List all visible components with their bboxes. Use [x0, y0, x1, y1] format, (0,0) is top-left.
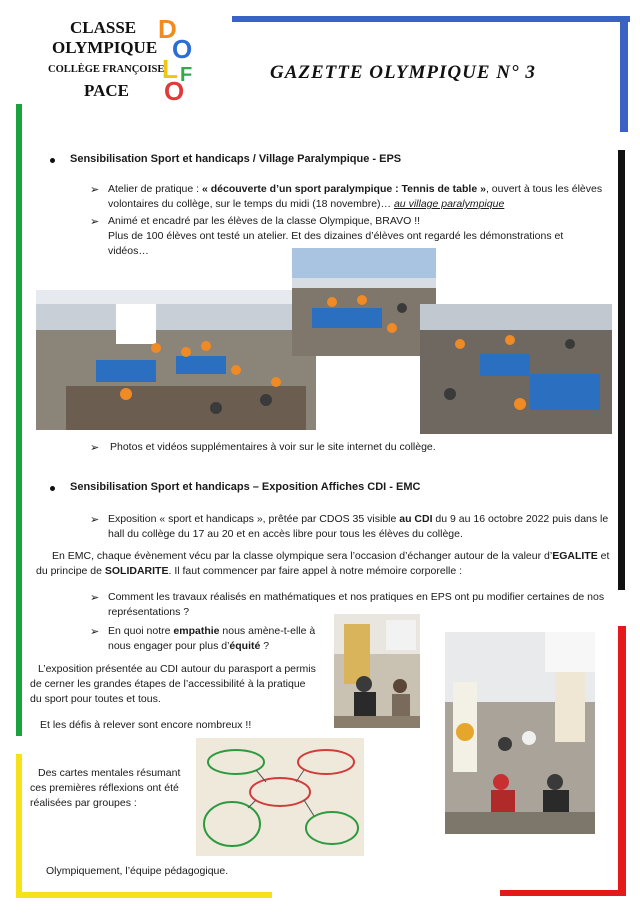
section1-bullet [50, 158, 55, 163]
frame-yellow-left [16, 754, 22, 898]
section2-bullet [50, 486, 55, 491]
section1-item-2-line1: Animé et encadré par les élèves de la classe Olympique, BRAVO !! [108, 215, 421, 227]
logo-line-college: COLLÈGE FRANÇOISE [48, 64, 165, 75]
section1-arrow-2: ➢ [90, 216, 100, 228]
question-2-empathie: empathie [173, 625, 220, 637]
logo-line-pace: PACE [84, 81, 130, 100]
question-arrow-2: ➢ [90, 626, 100, 638]
logo-letter-o2: O [164, 76, 185, 106]
village-link[interactable]: au village paralympique [393, 198, 505, 210]
frame-red-bottom [500, 890, 626, 896]
frame-green-left [16, 104, 22, 736]
section1-item-1-bold: « découverte d’un sport paralympique : Tennis de table » [201, 183, 486, 195]
section2-heading: Sensibilisation Sport et handicaps – Exposition Affiches CDI - EMC [70, 481, 421, 493]
signature: Olympiquement, l’équipe pédagogique. [46, 865, 229, 877]
question-2 [108, 624, 322, 654]
question-2-equite: équité [229, 640, 261, 652]
logo-line-olympique: OLYMPIQUE [52, 38, 158, 57]
section2-item-1-text: Exposition « sport et handicaps », prêtée par CDOS 35 visible [108, 513, 400, 525]
gazette-title: GAZETTE OLYMPIQUE N° 3 [270, 62, 536, 83]
emc-text: En EMC, chaque évènement vécu par la classe olympique sera l’occasion d’échanger autour de la valeur d’ [52, 550, 553, 562]
section1-arrow-1: ➢ [90, 184, 100, 196]
frame-black-right [618, 150, 625, 590]
photo-cdi-students [334, 614, 420, 728]
section1-heading: Sensibilisation Sport et handicaps / Village Paralympique - EPS [70, 153, 402, 165]
logo-letter-o1: O [172, 34, 193, 64]
question-2-text: En quoi notre [108, 625, 174, 637]
photo-mind-map [196, 738, 364, 856]
section1-item-1 [108, 182, 614, 212]
section1-item-1-text: Atelier de pratique : [108, 183, 202, 195]
photo-tennis-hall-left [36, 290, 316, 430]
photo-tennis-hall-right [420, 304, 612, 434]
section2-item-1 [108, 512, 610, 542]
frame-blue-right [620, 16, 628, 132]
emc-egalite: EGALITE [552, 550, 598, 562]
logo-letter-l: L [162, 54, 178, 84]
section1-item-2-line2: Plus de 100 élèves ont testé un atelier. Et des dizaines d’élèves ont regardé les démonstrations et vidéos… [108, 230, 564, 257]
section2-item-1-text-2: du 9 au 16 octobre 2022 puis dans le hall du collège du 17 au 20 et en accès libre pour tous les élèves du collège. [108, 513, 609, 540]
emc-paragraph [36, 549, 614, 579]
photo-cdi-exhibition [445, 632, 595, 834]
section1-item-3: Photos et vidéos supplémentaires à voir sur le site internet du collège. [110, 441, 436, 453]
frame-yellow-bottom [16, 892, 272, 898]
school-logo [40, 14, 210, 106]
logo-line-classe: CLASSE [70, 18, 137, 37]
question-arrow-1: ➢ [90, 592, 100, 604]
logo-letter-d: D [158, 14, 177, 44]
section2-item-1-bold: au CDI [399, 513, 433, 525]
photo-tennis-hall-center [292, 248, 436, 356]
expo-paragraph: L’exposition présentée au CDI autour du parasport a permis de cerner les grandes étapes de l’accessibilité à la pratique du sport pour toutes et tous. [30, 663, 316, 705]
section1-arrow-3: ➢ [90, 442, 100, 454]
emc-solidarite: SOLIDARITE [104, 565, 169, 577]
cartes-text: Des cartes mentales résumant ces premières réflexions ont été réalisées par groupes : [30, 767, 181, 809]
frame-blue-top [232, 16, 630, 22]
section1-item-1-text-2: , ouvert à tous les élèves volontaires du collège, sur le temps du midi (18 novembre)… [108, 183, 603, 210]
defis-text: Et les défis à relever sont encore nombreux !! [40, 719, 252, 731]
logo-letter-f: F [180, 64, 193, 86]
emc-text-2: et du principe de [36, 550, 610, 577]
question-2-text-3: ? [260, 640, 270, 652]
frame-red-right [618, 626, 626, 896]
question-2-text-2: nous amène-t-elle à nous engager pour plus d’ [108, 625, 316, 652]
question-1: Comment les travaux réalisés en mathématiques et nos pratiques en EPS ont pu modifier certaines de nos représentations ? [108, 591, 605, 618]
section2-arrow-1: ➢ [90, 514, 100, 526]
emc-text-3: . Il faut commencer par faire appel à notre mémoire corporelle : [168, 565, 463, 577]
